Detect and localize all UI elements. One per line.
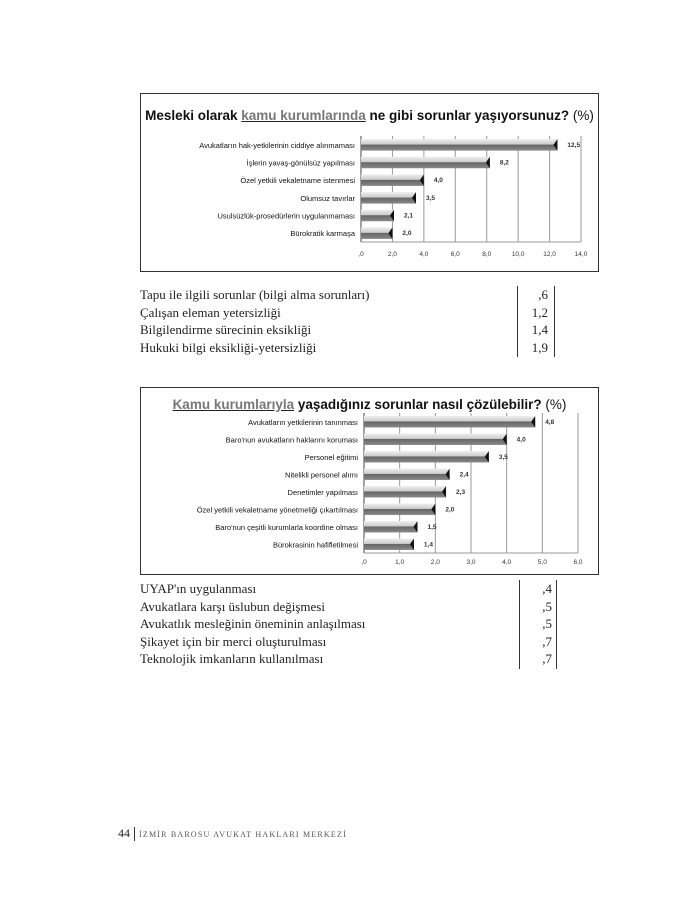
table-row bbox=[140, 580, 560, 598]
bar bbox=[361, 174, 424, 185]
category-label: Bürokratik karmaşa bbox=[290, 229, 355, 239]
row-label: Bilgilendirme sürecinin eksikliği bbox=[140, 322, 312, 338]
category-label: Bürokrasinin hafifletilmesi bbox=[272, 540, 358, 550]
row-value: 1,2 bbox=[531, 304, 548, 320]
table-row bbox=[140, 598, 560, 616]
category-label: Avukatların yetkilerinin tanınması bbox=[248, 417, 358, 427]
table-other-solutions bbox=[140, 580, 560, 668]
bar bbox=[364, 504, 435, 515]
category-label: Usulsüzlük-prosedürlerin uygulanmaması bbox=[217, 211, 355, 221]
row-label: Şikayet için bir merci oluşturulması bbox=[140, 633, 327, 649]
x-tick-label: 4,0 bbox=[502, 559, 512, 566]
row-value: ,5 bbox=[542, 598, 552, 614]
title-unit: (%) bbox=[569, 108, 594, 123]
data-label: 3,5 bbox=[426, 194, 436, 202]
bar bbox=[364, 539, 414, 550]
table-row bbox=[140, 304, 560, 322]
page-footer bbox=[118, 826, 347, 841]
row-label: UYAP'ın uygulanması bbox=[140, 581, 257, 596]
table-divider bbox=[519, 580, 520, 669]
x-tick-label: 6,0 bbox=[450, 251, 460, 258]
category-label: Nitelikli personel alımı bbox=[285, 470, 358, 480]
row-value: ,7 bbox=[542, 651, 552, 667]
x-tick-label: 10,0 bbox=[511, 251, 525, 258]
title-part: Mesleki olarak bbox=[145, 108, 242, 123]
category-label: Baro'nun çeşitli kurumlarla koordine olması bbox=[215, 522, 358, 532]
x-tick-label: 5,0 bbox=[537, 559, 547, 566]
bar bbox=[364, 521, 418, 532]
category-label: Baro'nun avukatların haklarını koruması bbox=[225, 435, 358, 445]
row-label: Tapu ile ilgili sorunlar (bilgi alma sorunları) bbox=[140, 287, 370, 302]
title-highlight: Kamu kurumlarıyla bbox=[172, 397, 295, 412]
table-divider bbox=[554, 286, 555, 357]
data-label: 4,0 bbox=[516, 436, 526, 444]
x-tick-label: 2,0 bbox=[387, 251, 397, 258]
category-label: Personel eğitimi bbox=[304, 452, 358, 462]
x-tick-label: 2,0 bbox=[430, 559, 440, 566]
x-tick-label: 8,0 bbox=[482, 251, 492, 258]
data-label: 2,3 bbox=[456, 488, 466, 496]
title-part: ne gibi sorunlar yaşıyorsunuz? bbox=[365, 108, 570, 123]
title-unit: (%) bbox=[541, 397, 567, 412]
table-row bbox=[140, 321, 560, 339]
data-label: 12,5 bbox=[567, 141, 581, 149]
page-number: 44 bbox=[118, 826, 130, 840]
bar bbox=[361, 192, 416, 203]
row-value: ,4 bbox=[542, 581, 552, 596]
row-label: Teknolojik imkanların kullanılması bbox=[140, 651, 324, 667]
row-value: ,7 bbox=[542, 633, 552, 649]
table-row bbox=[140, 650, 560, 668]
row-label: Hukuki bilgi eksikliği-yetersizliği bbox=[140, 339, 317, 355]
bar bbox=[361, 227, 392, 238]
row-value: ,6 bbox=[538, 287, 548, 302]
bar bbox=[364, 434, 507, 445]
data-label: 8,2 bbox=[499, 159, 509, 167]
bar bbox=[361, 139, 557, 150]
x-tick-label: ,0 bbox=[361, 559, 367, 566]
row-value: 1,9 bbox=[531, 339, 548, 355]
row-label: Avukatlık mesleğinin öneminin anlaşılması bbox=[140, 616, 366, 632]
bar bbox=[364, 486, 446, 497]
category-label: Özel yetkili vekaletname istenmesi bbox=[240, 176, 355, 186]
table-row bbox=[140, 633, 560, 651]
title-highlight: kamu kurumlarında bbox=[241, 108, 366, 123]
row-label: Avukatlara karşı üslubun değişmesi bbox=[140, 598, 325, 614]
category-label: Avukatların hak-yetkilerinin ciddiye alınmaması bbox=[199, 140, 355, 150]
data-label: 1,5 bbox=[427, 523, 437, 531]
bar bbox=[364, 416, 535, 427]
table-divider bbox=[517, 286, 518, 357]
x-tick-label: ,0 bbox=[358, 251, 364, 258]
data-label: 2,0 bbox=[445, 506, 455, 514]
category-label: İşlerin yavaş-gönülsüz yapılması bbox=[246, 158, 355, 168]
x-tick-label: 12,0 bbox=[543, 251, 556, 258]
x-tick-label: 4,0 bbox=[419, 251, 429, 258]
chart-plot bbox=[141, 94, 598, 271]
data-label: 3,5 bbox=[498, 453, 508, 461]
data-label: 4,8 bbox=[545, 418, 555, 426]
data-label: 2,0 bbox=[402, 230, 412, 238]
category-label: Denetimler yapılması bbox=[287, 487, 358, 497]
bar bbox=[364, 451, 489, 462]
category-label: Olumsuz tavırlar bbox=[300, 193, 355, 203]
chart-problems-public-institutions bbox=[140, 93, 599, 272]
data-label: 4,0 bbox=[433, 177, 443, 185]
data-label: 1,4 bbox=[423, 541, 433, 549]
x-tick-label: 14,0 bbox=[574, 251, 588, 258]
row-value: ,5 bbox=[542, 616, 552, 632]
chart-plot bbox=[141, 388, 598, 574]
table-row bbox=[140, 286, 560, 304]
table-other-problems bbox=[140, 286, 560, 356]
row-value: 1,4 bbox=[531, 322, 548, 338]
table-row bbox=[140, 339, 560, 357]
footer-organization: İZMİR BAROSU AVUKAT HAKLARI MERKEZİ bbox=[139, 830, 347, 839]
x-tick-label: 3,0 bbox=[466, 559, 476, 566]
x-tick-label: 1,0 bbox=[395, 559, 405, 566]
x-tick-label: 6,0 bbox=[573, 559, 583, 566]
category-label: Özel yetkili vekaletname yönetmeliği çıkartılması bbox=[196, 505, 358, 515]
title-part: yaşadığınız sorunlar nasıl çözülebilir? bbox=[294, 397, 542, 412]
data-label: 2,1 bbox=[404, 212, 414, 220]
chart-solutions bbox=[140, 387, 599, 575]
table-divider bbox=[556, 580, 557, 669]
row-label: Çalışan eleman yetersizliği bbox=[140, 304, 281, 320]
table-row bbox=[140, 615, 560, 633]
footer-divider bbox=[134, 827, 135, 841]
bar bbox=[364, 469, 450, 480]
data-label: 2,4 bbox=[459, 471, 469, 479]
bar bbox=[361, 210, 394, 221]
bar bbox=[361, 157, 490, 168]
